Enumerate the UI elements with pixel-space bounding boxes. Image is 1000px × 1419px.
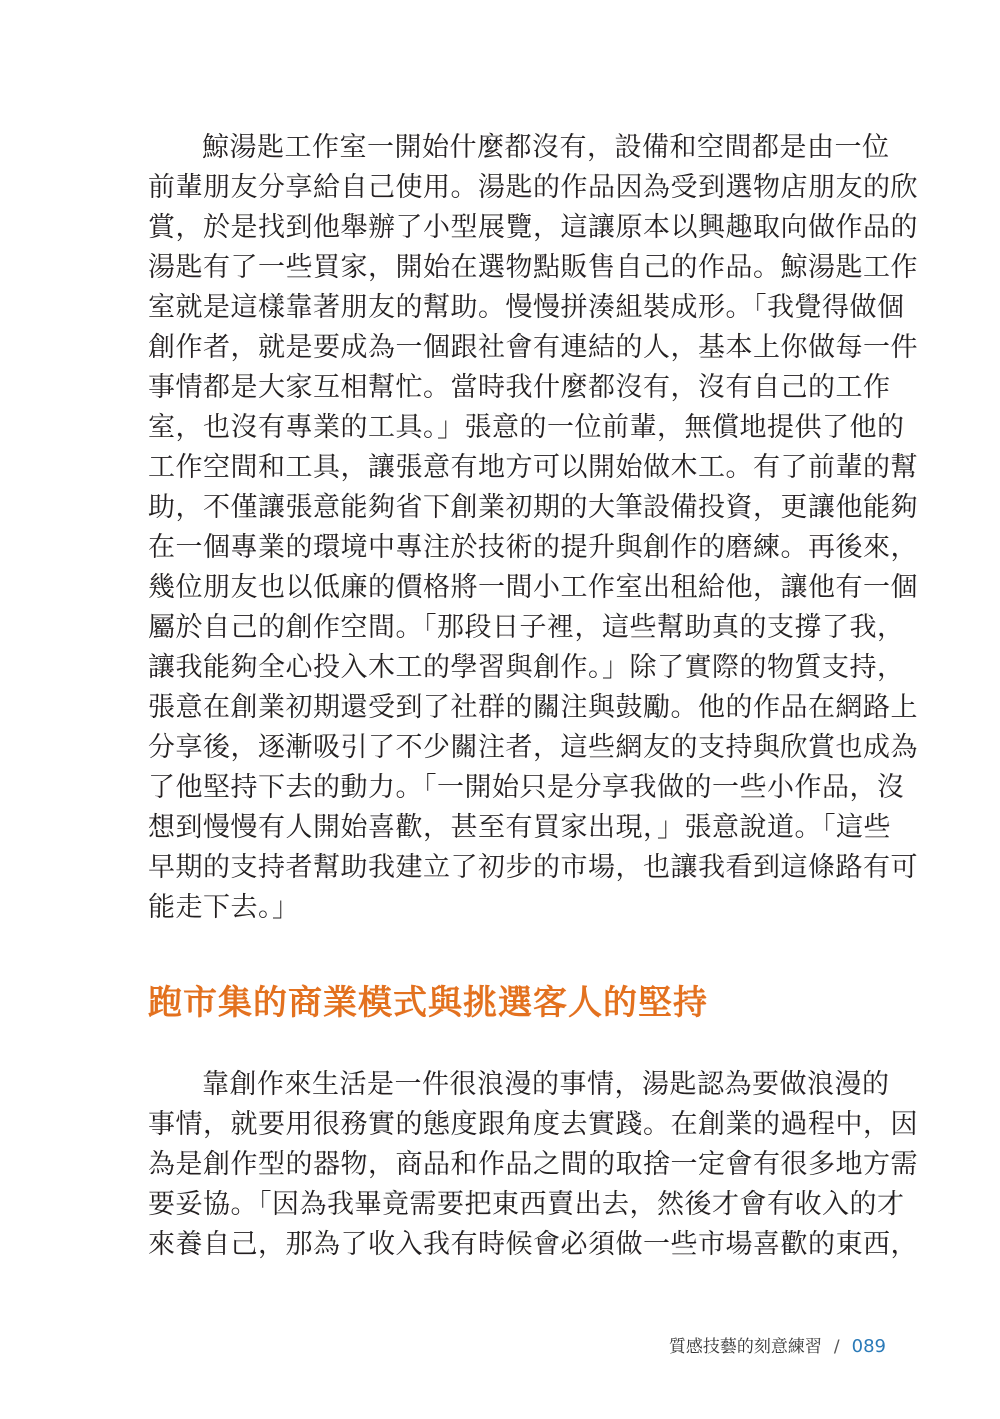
text-line: 事情，就要用很務實的態度跟角度去實踐。在創業的過程中，因 [148, 1109, 918, 1140]
text-line: 讓我能夠全心投入木工的學習與創作。」除了實際的物質支持， [148, 652, 905, 683]
text-line: 前輩朋友分享給自己使用。湯匙的作品因為受到選物店朋友的欣 [148, 172, 918, 203]
text-line: 早期的支持者幫助我建立了初步的市場，也讓我看到這條路有可 [148, 852, 918, 883]
text-line: 靠創作來生活是一件很浪漫的事情，湯匙認為要做浪漫的 [202, 1069, 890, 1100]
section-heading: 跑市集的商業模式與挑選客人的堅持 [148, 983, 708, 1023]
text-line: 鯨湯匙工作室一開始什麼都沒有，設備和空間都是由一位 [202, 132, 890, 163]
book-title: 質感技藝的刻意練習 [668, 1337, 822, 1357]
text-line: 在一個專業的環境中專注於技術的提升與創作的磨練。再後來， [148, 532, 918, 563]
text-line: 張意在創業初期還受到了社群的關注與鼓勵。他的作品在網路上 [148, 692, 918, 723]
text-line: 賞，於是找到他舉辦了小型展覽，這讓原本以興趣取向做作品的 [148, 212, 918, 243]
text-line: 為是創作型的器物，商品和作品之間的取捨一定會有很多地方需 [148, 1149, 918, 1180]
text-line: 了他堅持下去的動力。「一開始只是分享我做的一些小作品，沒 [148, 772, 905, 803]
text-line: 工作空間和工具，讓張意有地方可以開始做木工。有了前輩的幫 [148, 452, 918, 483]
text-line: 來養自己，那為了收入我有時候會必須做一些市場喜歡的東西， [148, 1229, 918, 1260]
text-line: 湯匙有了一些買家，開始在選物點販售自己的作品。鯨湯匙工作 [148, 252, 918, 283]
page-footer [669, 1335, 886, 1359]
text-line: 事情都是大家互相幫忙。當時我什麼都沒有，沒有自己的工作 [148, 372, 891, 403]
footer-separator: / [833, 1337, 840, 1357]
text-line: 幾位朋友也以低廉的價格將一間小工作室出租給他，讓他有一個 [148, 572, 918, 603]
text-line: 要妥協。「因為我畢竟需要把東西賣出去，然後才會有收入的才 [148, 1189, 905, 1220]
text-line: 分享後，逐漸吸引了不少關注者，這些網友的支持與欣賞也成為 [148, 732, 918, 763]
page-number: 089 [851, 1336, 886, 1357]
text-line: 創作者，就是要成為一個跟社會有連結的人，基本上你做每一件 [148, 332, 918, 363]
text-line: 室就是這樣靠著朋友的幫助。慢慢拼湊組裝成形。「我覺得做個 [148, 292, 905, 323]
text-line: 想到慢慢有人開始喜歡，甚至有買家出現，」張意說道。「這些 [148, 812, 891, 843]
text-line: 能走下去。」 [148, 892, 300, 923]
text-line: 室，也沒有專業的工具。」張意的一位前輩，無償地提供了他的 [148, 412, 905, 443]
text-line: 助，不僅讓張意能夠省下創業初期的大筆設備投資，更讓他能夠 [148, 492, 918, 523]
body-paragraph-1 [148, 128, 918, 928]
text-line: 屬於自己的創作空間。「那段日子裡，這些幫助真的支撐了我， [148, 612, 905, 643]
body-paragraph-2 [148, 1065, 918, 1265]
